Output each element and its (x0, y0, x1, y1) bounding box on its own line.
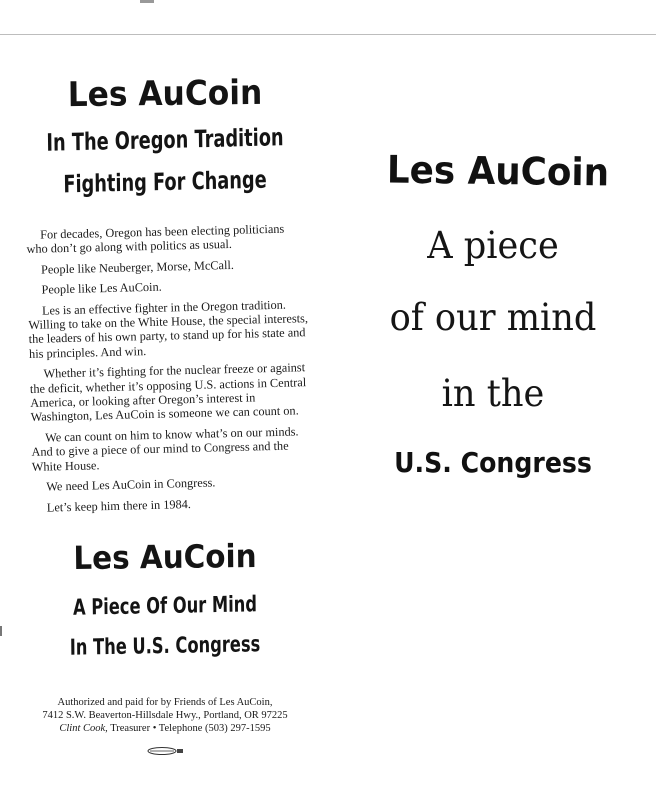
paragraph-4: Les is an effective fighter in the Oregon tradition. Willing to take on the White House, the special interests, the leaders of his own party, to stand up for his state and his principles. And win. (28, 297, 309, 361)
slogan-line-3: in the (441, 372, 545, 415)
slogan-line-2: of our mind (389, 296, 597, 339)
disclaimer-line-3 (0, 722, 330, 735)
paragraph-3: People like Les AuCoin. (41, 279, 162, 297)
paragraph-2: People like Neuberger, Morse, McCall. (40, 257, 235, 277)
paragraph-8: Let’s keep him there in 1984. (46, 496, 192, 515)
closing-title: Les AuCoin (73, 536, 257, 578)
closing-line-1: A Piece Of Our Mind (72, 592, 258, 621)
cover-panel (330, 38, 656, 800)
body-copy (26, 221, 313, 521)
disclaimer-line-1: Authorized and paid for by Friends of Les AuCoin, (57, 697, 273, 708)
congress-line: U.S. Congress (394, 446, 592, 479)
scan-mark (140, 0, 154, 3)
union-bug-icon (146, 746, 186, 756)
cover-title: Les AuCoin (386, 148, 610, 195)
paragraph-5: Whether it’s fighting for the nuclear freeze or against the deficit, whether it’s opposing U.S. actions in Central America, or looking after Oregon’s interest in Washington, Les AuCoin is someone we can count on. (29, 360, 307, 425)
disclaimer (0, 696, 330, 735)
closing-line-2: In The U.S. Congress (69, 632, 261, 661)
paragraph-1: For decades, Oregon has been electing politicians who don’t go along with politics as usual. (26, 221, 285, 257)
treasurer-details: Treasurer • Telephone (503) 297-1595 (107, 723, 271, 734)
paragraph-6: We can count on him to know what’s on our minds. And to give a piece of our mind to Congress and the White House. (31, 424, 299, 474)
fold-line (0, 34, 656, 35)
treasurer-name: Clint Cook, (59, 723, 108, 734)
tagline-line-1: In The Oregon Tradition (46, 123, 284, 157)
slogan-line-1: A piece (427, 224, 559, 267)
paragraph-7: We need Les AuCoin in Congress. (46, 475, 216, 494)
tagline-line-2: Fighting For Change (63, 165, 267, 199)
inside-panel (0, 38, 330, 800)
inside-title: Les AuCoin (67, 72, 263, 116)
disclaimer-line-2: 7412 S.W. Beaverton-Hillsdale Hwy., Portland, OR 97225 (42, 710, 288, 721)
